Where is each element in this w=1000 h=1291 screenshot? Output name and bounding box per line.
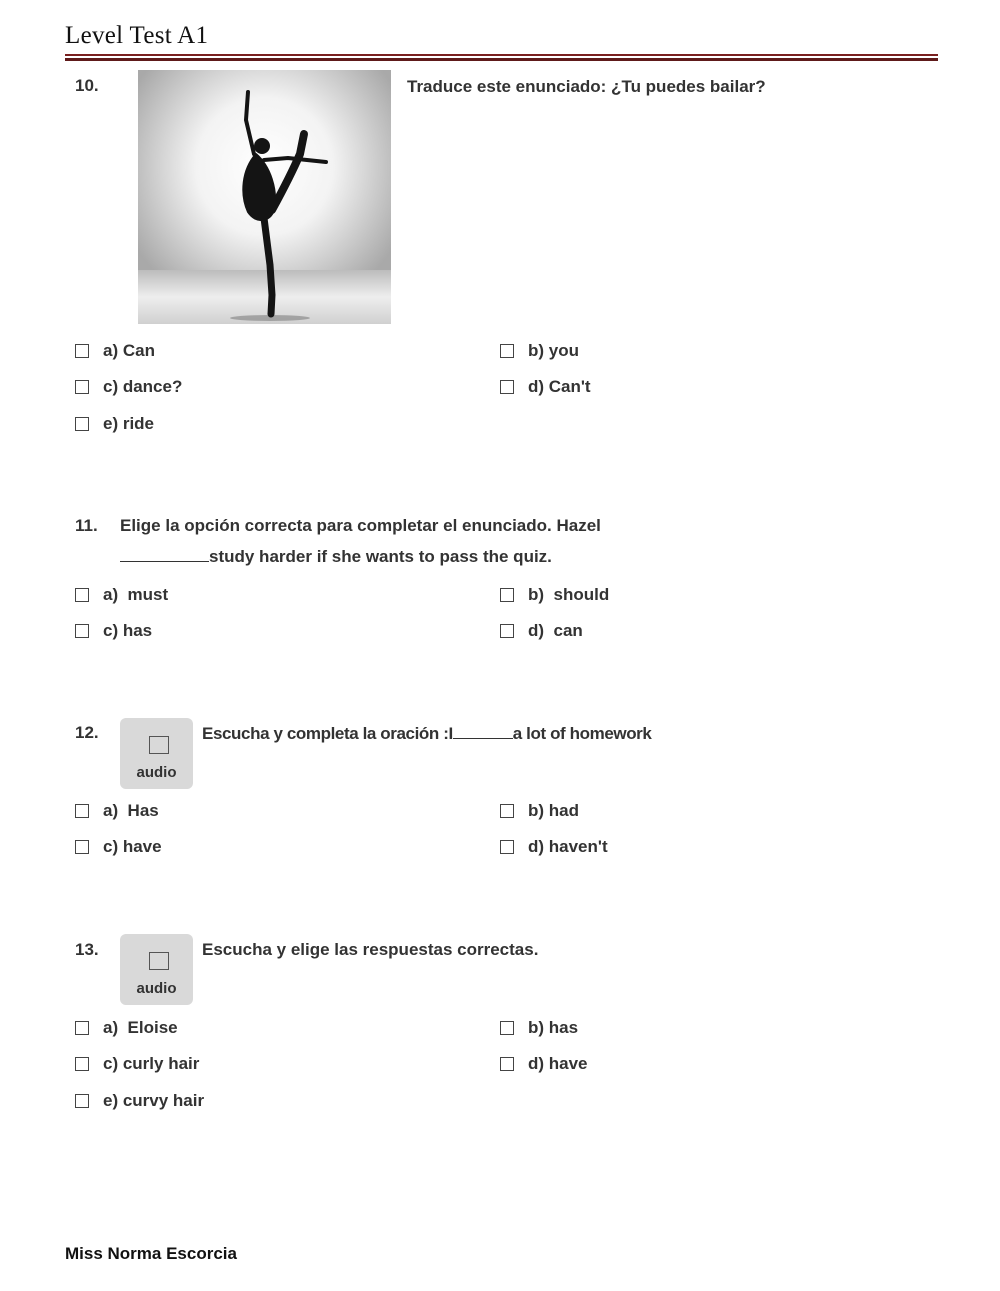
q12-audio-label: audio bbox=[136, 764, 177, 781]
q12-option-d-label: d) haven't bbox=[528, 837, 608, 856]
q11-option-d[interactable] bbox=[500, 620, 583, 642]
q12-option-c-checkbox[interactable] bbox=[75, 840, 89, 854]
q12-option-a-checkbox[interactable] bbox=[75, 804, 89, 818]
question-11-prompt-text: study harder if she wants to pass the quiz. bbox=[209, 547, 552, 566]
header-divider bbox=[65, 54, 938, 56]
q11-option-d-label: d) can bbox=[528, 621, 583, 640]
q13-audio-label: audio bbox=[136, 980, 177, 997]
question-12-prompt bbox=[202, 724, 651, 744]
q11-option-a-checkbox[interactable] bbox=[75, 588, 89, 602]
q13-option-e-checkbox[interactable] bbox=[75, 1094, 89, 1108]
q13-option-d[interactable] bbox=[500, 1053, 588, 1075]
q10-option-d-label: d) Can't bbox=[528, 377, 591, 396]
q10-option-a-checkbox[interactable] bbox=[75, 344, 89, 358]
q13-option-b[interactable] bbox=[500, 1017, 578, 1039]
q10-option-e-label: e) ride bbox=[103, 414, 155, 433]
q12-option-d-checkbox[interactable] bbox=[500, 840, 514, 854]
author-footer: Miss Norma Escorcia bbox=[65, 1244, 237, 1263]
q12-option-c[interactable] bbox=[75, 836, 162, 858]
q10-option-b[interactable] bbox=[500, 340, 579, 362]
answer-blank bbox=[120, 547, 209, 562]
q12-option-a[interactable] bbox=[75, 800, 159, 822]
q12-option-b-checkbox[interactable] bbox=[500, 804, 514, 818]
q13-option-a-label: a) Eloise bbox=[103, 1018, 178, 1037]
q10-option-d-checkbox[interactable] bbox=[500, 380, 514, 394]
q11-option-a[interactable] bbox=[75, 584, 168, 606]
header-divider-thick bbox=[65, 58, 938, 61]
q10-option-c[interactable] bbox=[75, 376, 182, 398]
question-11-number: 11. bbox=[75, 516, 98, 535]
q13-option-b-checkbox[interactable] bbox=[500, 1021, 514, 1035]
q12-option-a-label: a) Has bbox=[103, 801, 159, 820]
q11-option-b-label: b) should bbox=[528, 585, 610, 604]
q13-option-d-checkbox[interactable] bbox=[500, 1057, 514, 1071]
q13-option-e-label: e) curvy hair bbox=[103, 1091, 205, 1110]
q11-option-c[interactable] bbox=[75, 620, 152, 642]
q13-option-d-label: d) have bbox=[528, 1054, 588, 1073]
q10-option-b-label: b) you bbox=[528, 341, 579, 360]
q11-option-c-checkbox[interactable] bbox=[75, 624, 89, 638]
q12-audio-button[interactable] bbox=[120, 718, 193, 789]
answer-blank bbox=[453, 724, 513, 739]
q11-option-d-checkbox[interactable] bbox=[500, 624, 514, 638]
question-13-prompt: Escucha y elige las respuestas correctas. bbox=[202, 940, 539, 959]
audio-play-icon bbox=[149, 952, 169, 970]
dancer-image bbox=[138, 70, 391, 324]
question-11-prompt-line2 bbox=[120, 547, 552, 567]
q13-option-c-checkbox[interactable] bbox=[75, 1057, 89, 1071]
q10-option-d[interactable] bbox=[500, 376, 591, 398]
q13-option-c-label: c) curly hair bbox=[103, 1054, 200, 1073]
question-12-prompt-before: Escucha y completa la oración :I bbox=[202, 724, 453, 743]
q13-option-e[interactable] bbox=[75, 1090, 204, 1112]
q10-option-e-checkbox[interactable] bbox=[75, 417, 89, 431]
q10-option-a-label: a) Can bbox=[103, 341, 155, 360]
question-13-number: 13. bbox=[75, 940, 99, 959]
q13-option-a[interactable] bbox=[75, 1017, 178, 1039]
q12-option-d[interactable] bbox=[500, 836, 608, 858]
question-12-prompt-after: a lot of homework bbox=[512, 724, 652, 743]
question-10-number: 10. bbox=[75, 76, 99, 95]
q12-option-c-label: c) have bbox=[103, 837, 162, 856]
q10-option-e[interactable] bbox=[75, 413, 154, 435]
q12-option-b-label: b) had bbox=[528, 801, 579, 820]
q12-option-b[interactable] bbox=[500, 800, 579, 822]
question-11-prompt-line1: Elige la opción correcta para completar el enunciado. Hazel bbox=[120, 516, 601, 535]
q13-option-c[interactable] bbox=[75, 1053, 199, 1075]
q10-option-b-checkbox[interactable] bbox=[500, 344, 514, 358]
question-10-prompt: Traduce este enunciado: ¿Tu puedes bailar? bbox=[407, 77, 766, 96]
q13-option-a-checkbox[interactable] bbox=[75, 1021, 89, 1035]
question-12-number: 12. bbox=[75, 723, 99, 742]
q11-option-b-checkbox[interactable] bbox=[500, 588, 514, 602]
q10-option-a[interactable] bbox=[75, 340, 155, 362]
q13-audio-button[interactable] bbox=[120, 934, 193, 1005]
q11-option-a-label: a) must bbox=[103, 585, 169, 604]
page-title: Level Test A1 bbox=[65, 22, 209, 49]
q10-option-c-checkbox[interactable] bbox=[75, 380, 89, 394]
audio-play-icon bbox=[149, 736, 169, 754]
q13-option-b-label: b) has bbox=[528, 1018, 579, 1037]
q11-option-c-label: c) has bbox=[103, 621, 153, 640]
q11-option-b[interactable] bbox=[500, 584, 609, 606]
q10-option-c-label: c) dance? bbox=[103, 377, 183, 396]
